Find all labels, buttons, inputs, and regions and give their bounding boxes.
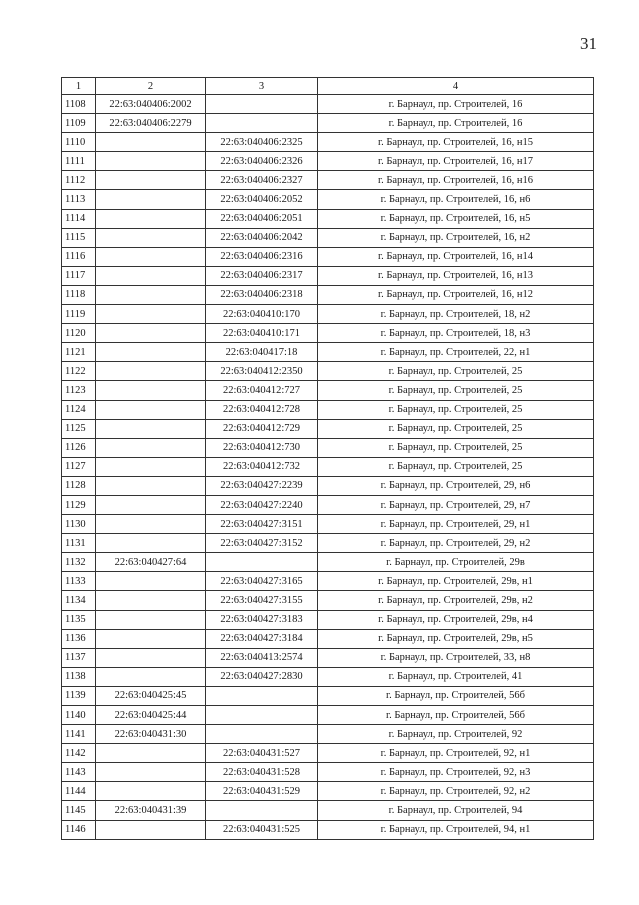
row-number-cell: 1117 xyxy=(62,266,96,285)
row-number-cell: 1136 xyxy=(62,629,96,648)
land-cadastral-number-cell xyxy=(96,572,206,591)
table-row xyxy=(62,629,594,648)
land-cadastral-number-cell: 22:63:040431:39 xyxy=(96,801,206,820)
land-cadastral-number-cell xyxy=(96,324,206,343)
address-cell: г. Барнаул, пр. Строителей, 18, н3 xyxy=(318,324,594,343)
row-number-cell: 1133 xyxy=(62,572,96,591)
object-cadastral-number-cell: 22:63:040406:2317 xyxy=(206,266,318,285)
object-cadastral-number-cell: 22:63:040427:3155 xyxy=(206,591,318,610)
object-cadastral-number-cell: 22:63:040427:2240 xyxy=(206,495,318,514)
land-cadastral-number-cell xyxy=(96,362,206,381)
address-cell: г. Барнаул, пр. Строителей, 94, н1 xyxy=(318,820,594,839)
row-number-cell: 1124 xyxy=(62,400,96,419)
table-row xyxy=(62,553,594,572)
table-row xyxy=(62,648,594,667)
land-cadastral-number-cell xyxy=(96,381,206,400)
address-cell: г. Барнаул, пр. Строителей, 16, н2 xyxy=(318,228,594,247)
address-cell: г. Барнаул, пр. Строителей, 29в, н1 xyxy=(318,572,594,591)
table-row xyxy=(62,534,594,553)
object-cadastral-number-cell: 22:63:040427:2830 xyxy=(206,667,318,686)
row-number-cell: 1121 xyxy=(62,343,96,362)
row-number-cell: 1142 xyxy=(62,744,96,763)
land-cadastral-number-cell xyxy=(96,285,206,304)
address-cell: г. Барнаул, пр. Строителей, 41 xyxy=(318,667,594,686)
table-header xyxy=(62,78,594,95)
address-cell: г. Барнаул, пр. Строителей, 94 xyxy=(318,801,594,820)
row-number-cell: 1145 xyxy=(62,801,96,820)
table-row xyxy=(62,515,594,534)
object-cadastral-number-cell: 22:63:040406:2316 xyxy=(206,247,318,266)
table-row xyxy=(62,190,594,209)
table-row xyxy=(62,285,594,304)
table-row xyxy=(62,95,594,114)
land-cadastral-number-cell xyxy=(96,438,206,457)
land-cadastral-number-cell xyxy=(96,629,206,648)
object-cadastral-number-cell: 22:63:040406:2325 xyxy=(206,133,318,152)
table-row xyxy=(62,744,594,763)
table-row xyxy=(62,438,594,457)
address-cell: г. Барнаул, пр. Строителей, 25 xyxy=(318,457,594,476)
table-row xyxy=(62,820,594,839)
land-cadastral-number-cell xyxy=(96,190,206,209)
table-row xyxy=(62,706,594,725)
land-cadastral-number-cell xyxy=(96,495,206,514)
address-cell: г. Барнаул, пр. Строителей, 29в, н4 xyxy=(318,610,594,629)
table-row xyxy=(62,495,594,514)
row-number-cell: 1110 xyxy=(62,133,96,152)
table-body xyxy=(62,95,594,840)
row-number-cell: 1141 xyxy=(62,725,96,744)
address-cell: г. Барнаул, пр. Строителей, 29, н1 xyxy=(318,515,594,534)
address-cell: г. Барнаул, пр. Строителей, 18, н2 xyxy=(318,305,594,324)
land-cadastral-number-cell xyxy=(96,343,206,362)
land-cadastral-number-cell xyxy=(96,457,206,476)
row-number-cell: 1120 xyxy=(62,324,96,343)
object-cadastral-number-cell xyxy=(206,553,318,572)
row-number-cell: 1116 xyxy=(62,247,96,266)
land-cadastral-number-cell xyxy=(96,515,206,534)
address-cell: г. Барнаул, пр. Строителей, 29, н6 xyxy=(318,476,594,495)
table-row xyxy=(62,725,594,744)
address-cell: г. Барнаул, пр. Строителей, 16, н16 xyxy=(318,171,594,190)
object-cadastral-number-cell: 22:63:040427:3152 xyxy=(206,534,318,553)
land-cadastral-number-cell: 22:63:040427:64 xyxy=(96,553,206,572)
table-row xyxy=(62,419,594,438)
object-cadastral-number-cell: 22:63:040412:730 xyxy=(206,438,318,457)
address-cell: г. Барнаул, пр. Строителей, 16, н14 xyxy=(318,247,594,266)
row-number-cell: 1144 xyxy=(62,782,96,801)
land-cadastral-number-cell xyxy=(96,209,206,228)
land-cadastral-number-cell xyxy=(96,171,206,190)
land-cadastral-number-cell: 22:63:040406:2002 xyxy=(96,95,206,114)
land-cadastral-number-cell xyxy=(96,228,206,247)
land-cadastral-number-cell: 22:63:040406:2279 xyxy=(96,114,206,133)
row-number-cell: 1118 xyxy=(62,285,96,304)
row-number-cell: 1119 xyxy=(62,305,96,324)
address-cell: г. Барнаул, пр. Строителей, 92, н1 xyxy=(318,744,594,763)
object-cadastral-number-cell: 22:63:040412:2350 xyxy=(206,362,318,381)
address-cell: г. Барнаул, пр. Строителей, 29, н2 xyxy=(318,534,594,553)
object-cadastral-number-cell: 22:63:040412:729 xyxy=(206,419,318,438)
address-cell: г. Барнаул, пр. Строителей, 29в xyxy=(318,553,594,572)
row-number-cell: 1131 xyxy=(62,534,96,553)
table-row xyxy=(62,457,594,476)
land-cadastral-number-cell xyxy=(96,400,206,419)
table-row xyxy=(62,381,594,400)
table-row xyxy=(62,114,594,133)
object-cadastral-number-cell xyxy=(206,95,318,114)
row-number-cell: 1127 xyxy=(62,457,96,476)
address-cell: г. Барнаул, пр. Строителей, 16, н15 xyxy=(318,133,594,152)
object-cadastral-number-cell: 22:63:040427:3151 xyxy=(206,515,318,534)
address-cell: г. Барнаул, пр. Строителей, 29в, н2 xyxy=(318,591,594,610)
table-row xyxy=(62,763,594,782)
table-row xyxy=(62,133,594,152)
row-number-cell: 1128 xyxy=(62,476,96,495)
land-cadastral-number-cell xyxy=(96,820,206,839)
address-cell: г. Барнаул, пр. Строителей, 92, н2 xyxy=(318,782,594,801)
row-number-cell: 1146 xyxy=(62,820,96,839)
table-row xyxy=(62,610,594,629)
row-number-cell: 1138 xyxy=(62,667,96,686)
object-cadastral-number-cell: 22:63:040413:2574 xyxy=(206,648,318,667)
land-cadastral-number-cell xyxy=(96,476,206,495)
object-cadastral-number-cell: 22:63:040431:525 xyxy=(206,820,318,839)
row-number-cell: 1108 xyxy=(62,95,96,114)
object-cadastral-number-cell: 22:63:040427:3184 xyxy=(206,629,318,648)
row-number-cell: 1123 xyxy=(62,381,96,400)
object-cadastral-number-cell: 22:63:040431:527 xyxy=(206,744,318,763)
address-cell: г. Барнаул, пр. Строителей, 33, н8 xyxy=(318,648,594,667)
row-number-cell: 1137 xyxy=(62,648,96,667)
address-cell: г. Барнаул, пр. Строителей, 29, н7 xyxy=(318,495,594,514)
row-number-cell: 1125 xyxy=(62,419,96,438)
header-row xyxy=(62,78,594,95)
row-number-cell: 1112 xyxy=(62,171,96,190)
table-row xyxy=(62,362,594,381)
table-row xyxy=(62,171,594,190)
table-row xyxy=(62,572,594,591)
address-cell: г. Барнаул, пр. Строителей, 92, н3 xyxy=(318,763,594,782)
land-cadastral-number-cell: 22:63:040425:45 xyxy=(96,686,206,705)
land-cadastral-number-cell: 22:63:040425:44 xyxy=(96,706,206,725)
table-row xyxy=(62,591,594,610)
row-number-cell: 1114 xyxy=(62,209,96,228)
land-cadastral-number-cell xyxy=(96,648,206,667)
table-row xyxy=(62,247,594,266)
table-row xyxy=(62,801,594,820)
object-cadastral-number-cell: 22:63:040412:728 xyxy=(206,400,318,419)
column-header-4: 4 xyxy=(318,78,594,95)
object-cadastral-number-cell: 22:63:040417:18 xyxy=(206,343,318,362)
land-cadastral-number-cell xyxy=(96,266,206,285)
row-number-cell: 1126 xyxy=(62,438,96,457)
row-number-cell: 1132 xyxy=(62,553,96,572)
address-cell: г. Барнаул, пр. Строителей, 16, н13 xyxy=(318,266,594,285)
table-row xyxy=(62,343,594,362)
table-row xyxy=(62,667,594,686)
address-cell: г. Барнаул, пр. Строителей, 25 xyxy=(318,419,594,438)
address-cell: г. Барнаул, пр. Строителей, 16, н12 xyxy=(318,285,594,304)
address-cell: г. Барнаул, пр. Строителей, 16, н17 xyxy=(318,152,594,171)
object-cadastral-number-cell: 22:63:040410:170 xyxy=(206,305,318,324)
column-header-1: 1 xyxy=(62,78,96,95)
land-cadastral-number-cell xyxy=(96,591,206,610)
object-cadastral-number-cell: 22:63:040406:2042 xyxy=(206,228,318,247)
address-cell: г. Барнаул, пр. Строителей, 16 xyxy=(318,95,594,114)
land-cadastral-number-cell xyxy=(96,247,206,266)
object-cadastral-number-cell: 22:63:040412:727 xyxy=(206,381,318,400)
address-cell: г. Барнаул, пр. Строителей, 56б xyxy=(318,706,594,725)
object-cadastral-number-cell: 22:63:040410:171 xyxy=(206,324,318,343)
table-row xyxy=(62,782,594,801)
land-cadastral-number-cell xyxy=(96,610,206,629)
column-header-3: 3 xyxy=(206,78,318,95)
row-number-cell: 1111 xyxy=(62,152,96,171)
land-cadastral-number-cell xyxy=(96,305,206,324)
object-cadastral-number-cell: 22:63:040406:2326 xyxy=(206,152,318,171)
row-number-cell: 1115 xyxy=(62,228,96,247)
land-cadastral-number-cell xyxy=(96,744,206,763)
row-number-cell: 1129 xyxy=(62,495,96,514)
object-cadastral-number-cell xyxy=(206,725,318,744)
object-cadastral-number-cell: 22:63:040427:2239 xyxy=(206,476,318,495)
land-cadastral-number-cell: 22:63:040431:30 xyxy=(96,725,206,744)
row-number-cell: 1130 xyxy=(62,515,96,534)
registry-table xyxy=(61,77,594,840)
address-cell: г. Барнаул, пр. Строителей, 25 xyxy=(318,381,594,400)
object-cadastral-number-cell: 22:63:040427:3165 xyxy=(206,572,318,591)
address-cell: г. Барнаул, пр. Строителей, 25 xyxy=(318,362,594,381)
address-cell: г. Барнаул, пр. Строителей, 22, н1 xyxy=(318,343,594,362)
column-header-2: 2 xyxy=(96,78,206,95)
object-cadastral-number-cell xyxy=(206,114,318,133)
object-cadastral-number-cell: 22:63:040406:2327 xyxy=(206,171,318,190)
table-row xyxy=(62,228,594,247)
object-cadastral-number-cell: 22:63:040431:529 xyxy=(206,782,318,801)
land-cadastral-number-cell xyxy=(96,534,206,553)
address-cell: г. Барнаул, пр. Строителей, 25 xyxy=(318,438,594,457)
row-number-cell: 1135 xyxy=(62,610,96,629)
address-cell: г. Барнаул, пр. Строителей, 16 xyxy=(318,114,594,133)
land-cadastral-number-cell xyxy=(96,763,206,782)
address-cell: г. Барнаул, пр. Строителей, 92 xyxy=(318,725,594,744)
row-number-cell: 1109 xyxy=(62,114,96,133)
row-number-cell: 1139 xyxy=(62,686,96,705)
row-number-cell: 1134 xyxy=(62,591,96,610)
object-cadastral-number-cell xyxy=(206,801,318,820)
land-cadastral-number-cell xyxy=(96,667,206,686)
object-cadastral-number-cell: 22:63:040406:2318 xyxy=(206,285,318,304)
land-cadastral-number-cell xyxy=(96,133,206,152)
row-number-cell: 1113 xyxy=(62,190,96,209)
row-number-cell: 1143 xyxy=(62,763,96,782)
address-cell: г. Барнаул, пр. Строителей, 16, н5 xyxy=(318,209,594,228)
address-cell: г. Барнаул, пр. Строителей, 56б xyxy=(318,686,594,705)
object-cadastral-number-cell: 22:63:040412:732 xyxy=(206,457,318,476)
address-cell: г. Барнаул, пр. Строителей, 16, н6 xyxy=(318,190,594,209)
land-cadastral-number-cell xyxy=(96,152,206,171)
table-row xyxy=(62,400,594,419)
table-row xyxy=(62,324,594,343)
object-cadastral-number-cell xyxy=(206,706,318,725)
table-row xyxy=(62,152,594,171)
object-cadastral-number-cell xyxy=(206,686,318,705)
row-number-cell: 1140 xyxy=(62,706,96,725)
address-cell: г. Барнаул, пр. Строителей, 25 xyxy=(318,400,594,419)
table-row xyxy=(62,266,594,285)
table-row xyxy=(62,305,594,324)
page-number: 31 xyxy=(580,34,597,53)
land-cadastral-number-cell xyxy=(96,782,206,801)
table-row xyxy=(62,686,594,705)
object-cadastral-number-cell: 22:63:040406:2051 xyxy=(206,209,318,228)
table-row xyxy=(62,476,594,495)
object-cadastral-number-cell: 22:63:040406:2052 xyxy=(206,190,318,209)
address-cell: г. Барнаул, пр. Строителей, 29в, н5 xyxy=(318,629,594,648)
row-number-cell: 1122 xyxy=(62,362,96,381)
table-row xyxy=(62,209,594,228)
object-cadastral-number-cell: 22:63:040431:528 xyxy=(206,763,318,782)
object-cadastral-number-cell: 22:63:040427:3183 xyxy=(206,610,318,629)
land-cadastral-number-cell xyxy=(96,419,206,438)
